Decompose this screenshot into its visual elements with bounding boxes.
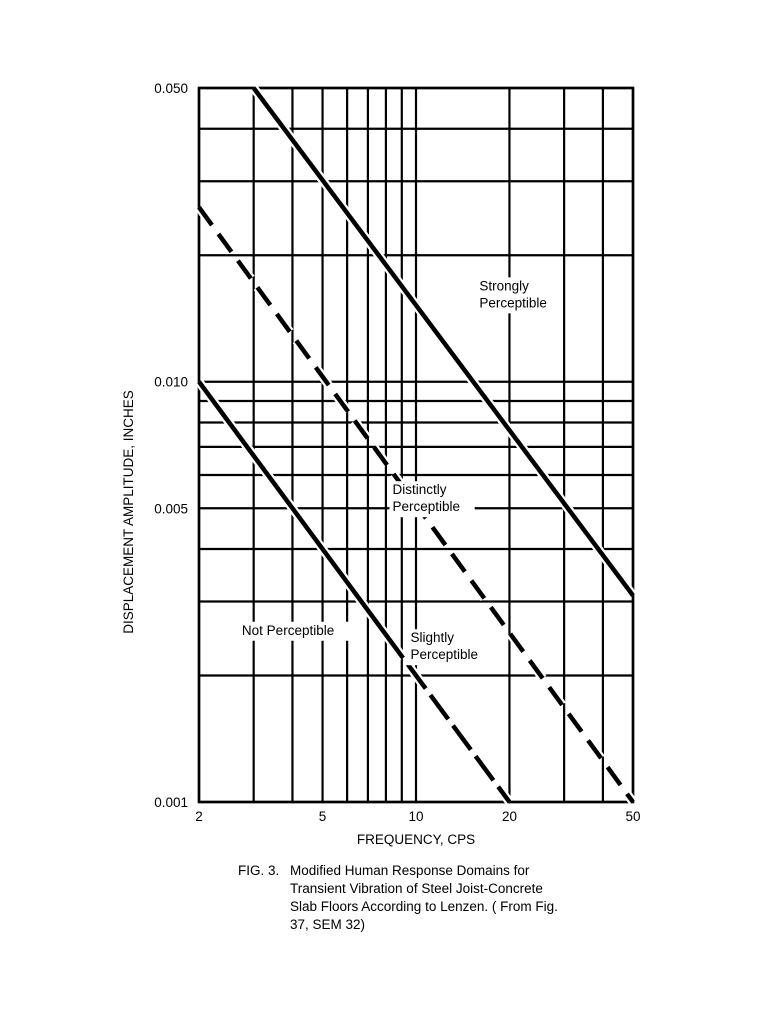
x-tick-label-3: 20 (501, 809, 517, 824)
x-axis-label: FREQUENCY, CPS (356, 832, 476, 847)
x-tick-label-4: 50 (625, 809, 641, 824)
y-tick-label-0: 0.001 (154, 795, 188, 810)
annotation-2: Not Perceptible (241, 622, 335, 638)
x-tick-label-0: 2 (195, 809, 203, 824)
tick-labels (154, 81, 640, 824)
x-tick-label-2: 10 (408, 809, 424, 824)
annotation-0: Strongly Perceptible (479, 278, 547, 311)
series-0-line (254, 88, 633, 596)
y-tick-label-3: 0.050 (154, 81, 188, 96)
y-axis-label: DISPLACEMENT AMPLITUDE, INCHES (121, 390, 136, 634)
annotation-3: Slightly Perceptible (410, 630, 479, 663)
caption-text: Modified Human Response Domains for Transient Vibration of Steel Joist-Concrete Slab Floors According to Lenzen. ( From Fig. 37, SEM 32) (290, 863, 558, 932)
x-tick-label-1: 5 (318, 809, 327, 824)
figure-number: FIG. 3. (238, 863, 280, 878)
grid (199, 88, 633, 802)
annotation-labels (239, 277, 562, 665)
y-tick-label-2: 0.010 (154, 374, 188, 390)
y-tick-label-1: 0.005 (154, 501, 188, 517)
annotation-1: Distinctly Perceptible (392, 482, 461, 515)
